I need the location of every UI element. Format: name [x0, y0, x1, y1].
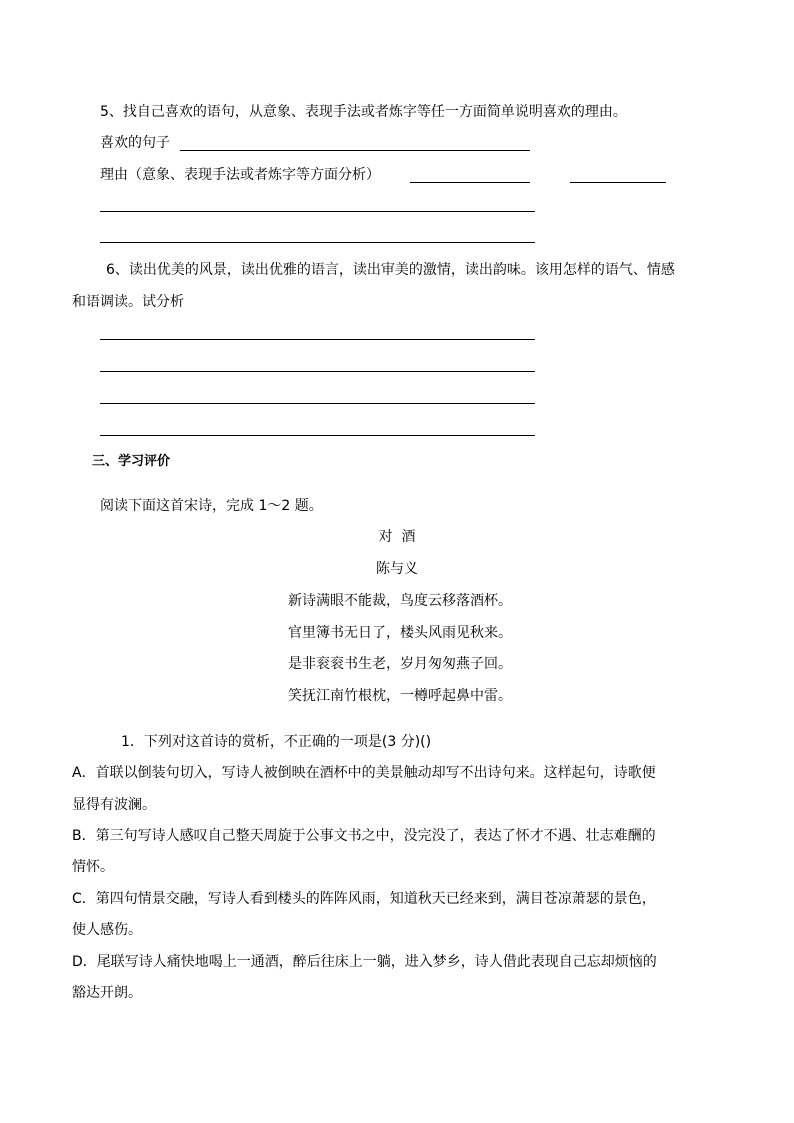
poem-line: 新诗满眼不能裁，鸟度云移落酒杯。	[288, 593, 512, 609]
poem-title: 对 酒	[378, 529, 416, 545]
reason-answer-line-2[interactable]	[570, 182, 666, 183]
question1-stem: 1．下列对这首诗的赏析，不正确的一项是(3 分)()	[121, 734, 432, 750]
q6-prompt-line2: 和语调读。试分析	[72, 294, 184, 310]
reason-answer-line-4[interactable]	[100, 242, 535, 243]
option-c-line1: C．第四句情景交融，写诗人看到楼头的阵阵风雨，知道秋天已经来到，满目苍凉萧瑟的景色，	[72, 891, 656, 907]
option-d-line1: D．尾联写诗人痛快地喝上一通酒，醉后往床上一躺，进入梦乡，诗人借此表现自己忘却烦恼的	[72, 954, 657, 970]
q6-prompt-line1: 6、读出优美的风景，读出优雅的语言，读出审美的激情，读出韵味。该用怎样的语气、情感	[106, 262, 675, 278]
q6-answer-line-4[interactable]	[100, 435, 535, 436]
reason-answer-line-3[interactable]	[100, 211, 535, 212]
option-d-line2: 豁达开朗。	[72, 985, 142, 1001]
poem-line: 是非衮衮书生老，岁月匆匆燕子回。	[288, 656, 512, 672]
favorite-sentence-answer-line[interactable]	[180, 150, 530, 151]
favorite-sentence-label: 喜欢的句子	[100, 135, 170, 151]
poem-line: 笑抚江南竹根枕，一樽呼起鼻中雷。	[288, 688, 512, 704]
option-b-line1: B．第三句写诗人感叹自己整天周旋于公事文书之中，没完没了，表达了怀才不遇、壮志难酬的	[72, 828, 656, 844]
q6-answer-line-1[interactable]	[100, 339, 535, 340]
option-a-line2: 显得有波澜。	[72, 797, 156, 813]
reason-answer-line-1[interactable]	[410, 182, 530, 183]
q5-prompt: 5、找自己喜欢的语句，从意象、表现手法或者炼字等任一方面简单说明喜欢的理由。	[100, 104, 627, 120]
reason-label: 理由（意象、表现手法或者炼字等方面分析）	[100, 167, 380, 183]
q6-answer-line-3[interactable]	[100, 403, 535, 404]
option-c-line2: 使人感伤。	[72, 922, 142, 938]
q6-answer-line-2[interactable]	[100, 371, 535, 372]
section3-heading: 三、学习评价	[92, 454, 171, 469]
poem-author: 陈与义	[376, 561, 418, 577]
section3-intro: 阅读下面这首宋诗，完成 1～2 题。	[100, 498, 323, 514]
option-a-line1: A．首联以倒装句切入，写诗人被倒映在酒杯中的美景触动却写不出诗句来。这样起句，诗歌便	[72, 765, 656, 781]
option-b-line2: 情怀。	[72, 859, 114, 875]
poem-line: 官里簿书无日了，楼头风雨见秋来。	[288, 625, 512, 641]
